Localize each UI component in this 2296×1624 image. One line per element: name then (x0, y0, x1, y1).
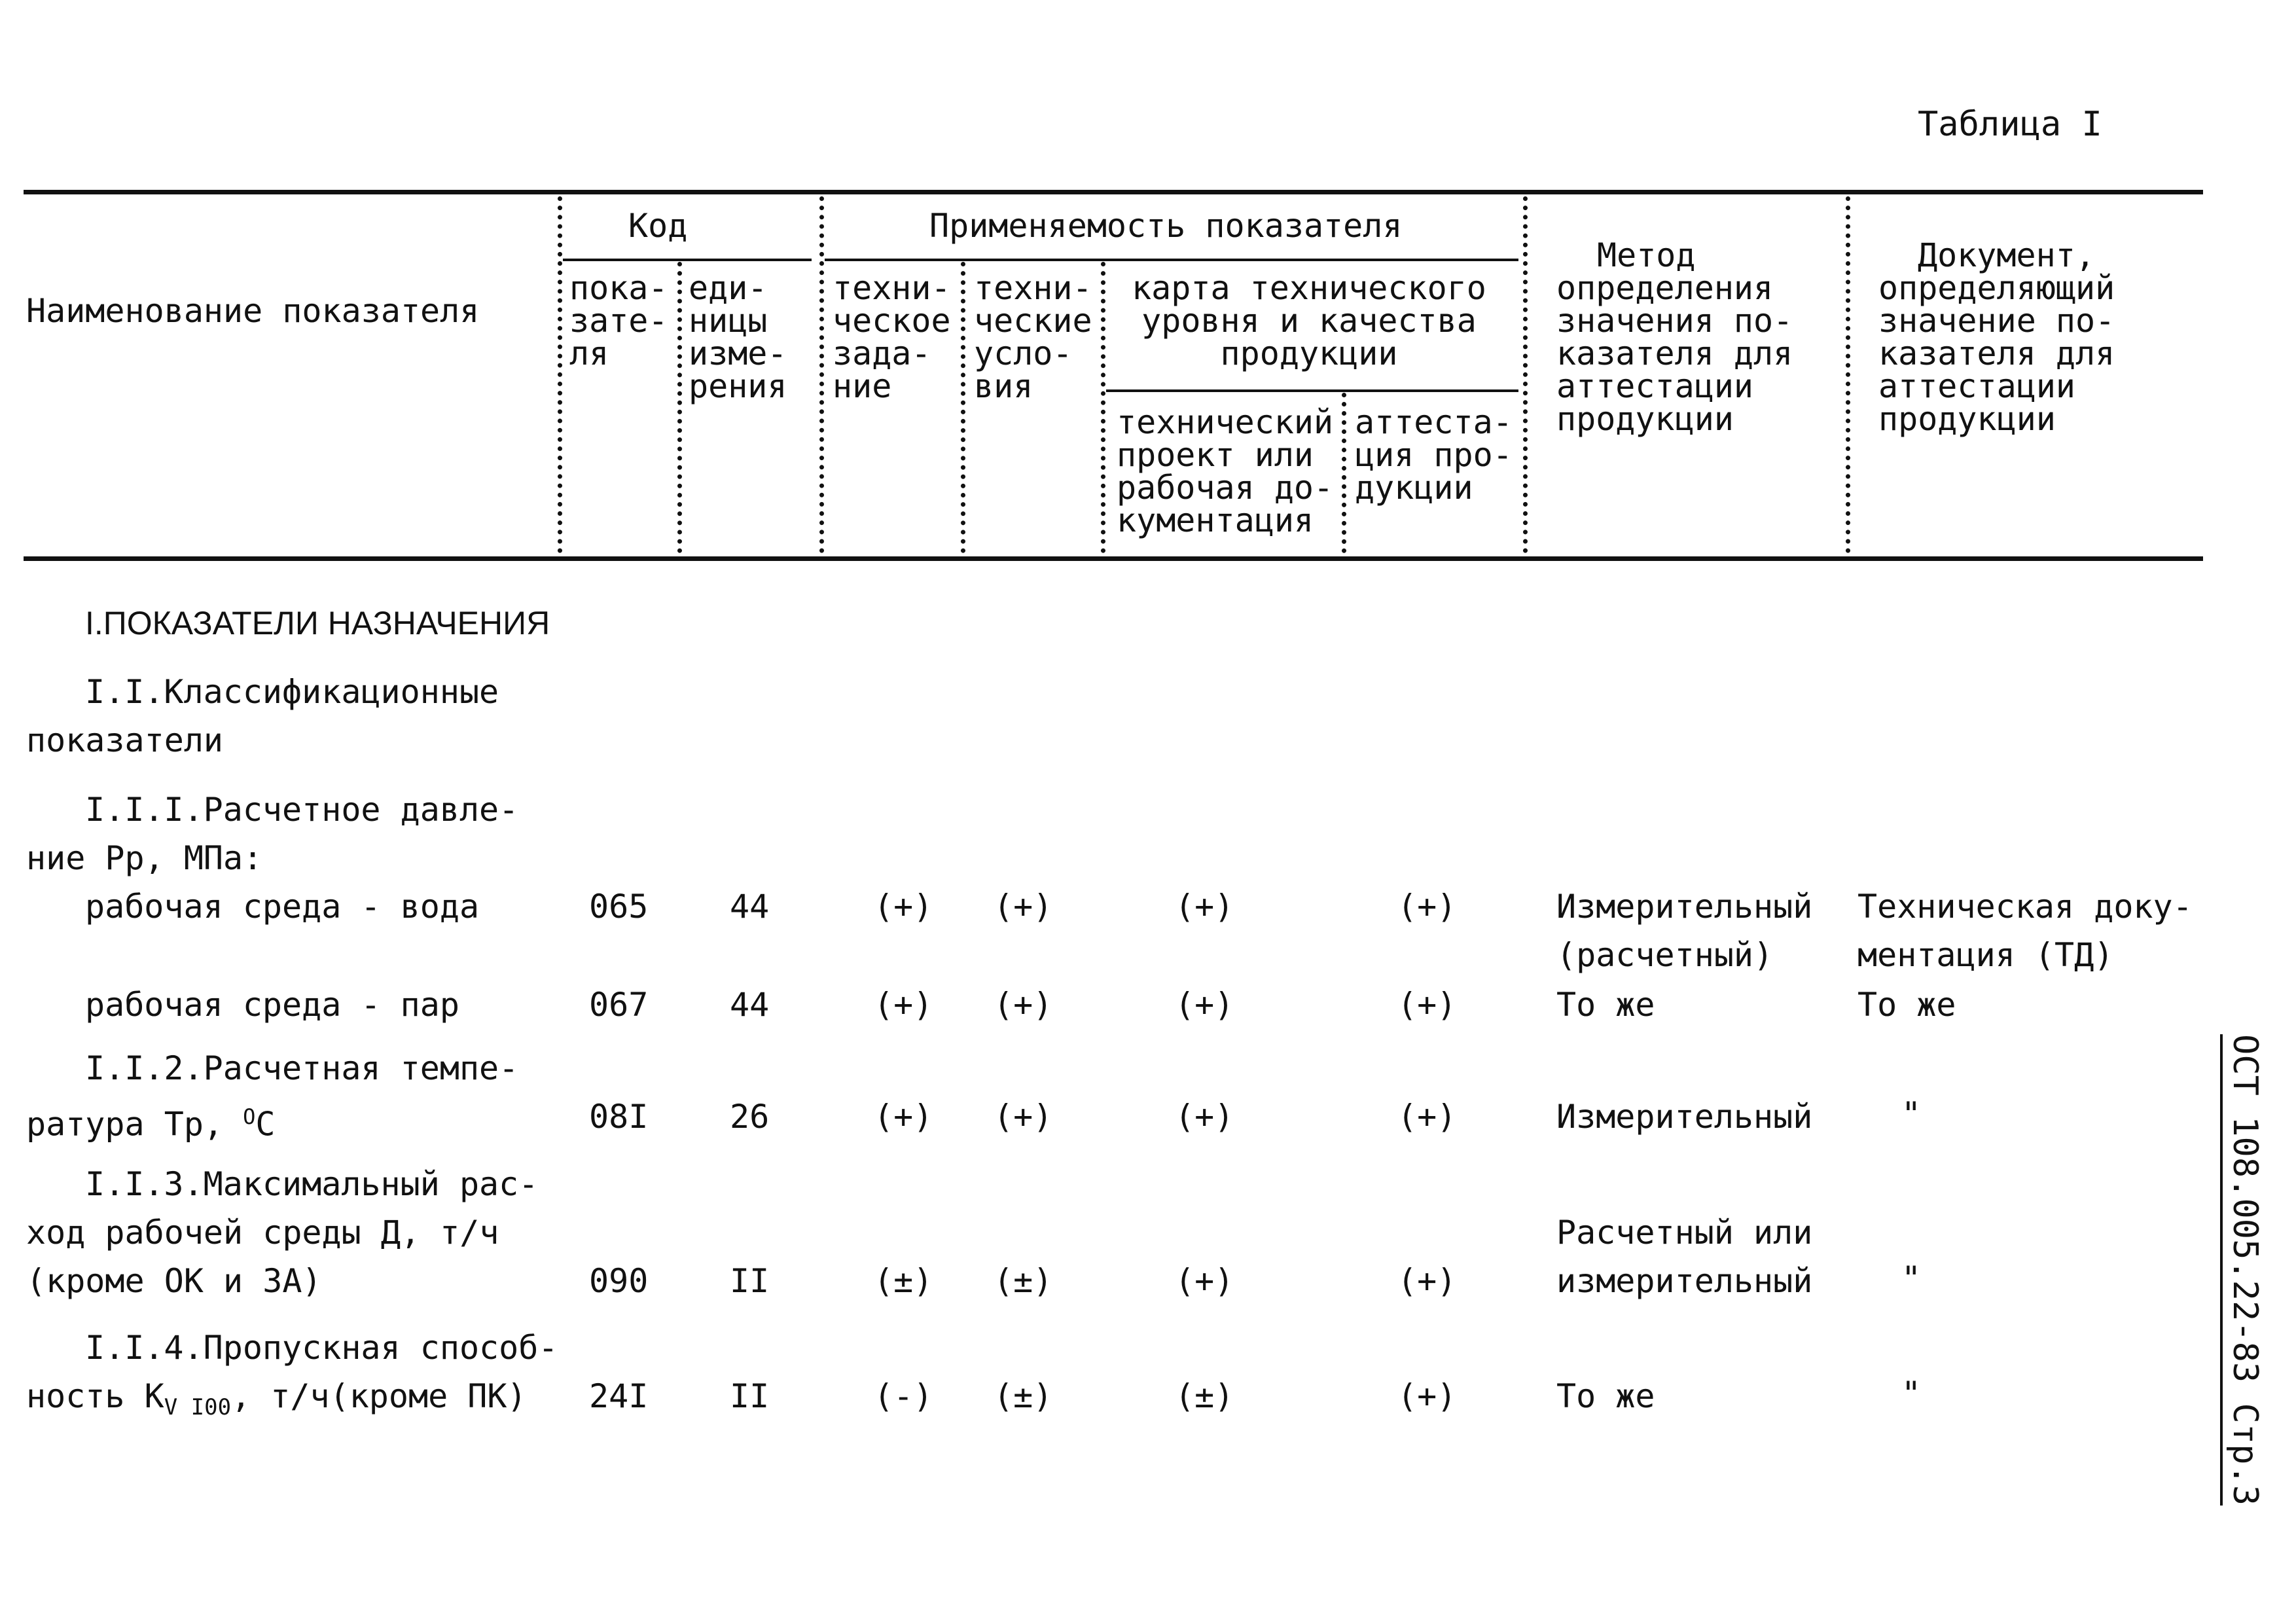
row-map-project: (±) (1175, 1377, 1234, 1415)
side-document-label: ОСТ 108.005.22-83 Стр.3 (2220, 1034, 2265, 1506)
row-tech-task: (+) (874, 888, 933, 926)
divider (677, 262, 682, 553)
map-subrule (1106, 389, 1518, 392)
row-name: рабочая среда - вода (85, 888, 480, 926)
table-header-bottom-rule (24, 556, 2203, 561)
row-indicator-code: 090 (589, 1262, 649, 1300)
row-unit-code: II (730, 1377, 770, 1415)
row-tech-conditions: (+) (994, 1098, 1053, 1136)
divider (961, 262, 965, 553)
row-method: Измерительный (расчетный) (1556, 888, 1813, 974)
header-tech-task: техни- ческое зада- ние (833, 269, 951, 405)
header-applicability: Применяемость показателя (929, 207, 1403, 245)
row-map-attest: (+) (1397, 1098, 1457, 1136)
row-indicator-code: 067 (589, 986, 649, 1024)
header-tech-conditions: техни- ческие усло- вия (974, 269, 1092, 405)
header-document: Документ, определяющий значение по- казателя для аттестации продукции (1878, 236, 2115, 438)
row-document: То же (1857, 986, 1956, 1024)
row-map-project: (+) (1175, 888, 1234, 926)
divider (1101, 262, 1105, 553)
section-heading: I.ПОКАЗАТЕЛИ НАЗНАЧЕНИЯ (85, 605, 550, 641)
row-tech-conditions: (+) (994, 888, 1053, 926)
header-code-indicator: пока- зате- ля (569, 269, 668, 372)
header-map-project: технический проект или рабочая до- кументация (1117, 403, 1334, 539)
row-name: I.I.2.Расчетная темпе- ратура Тр, $^О$С (26, 1049, 519, 1144)
code-subrule (563, 259, 812, 261)
subsection-heading: I.I.I.Расчетное давле- ние Рр, МПа: (26, 791, 519, 877)
row-method: То же (1556, 1377, 1655, 1415)
divider (819, 196, 824, 553)
row-tech-conditions: (±) (994, 1377, 1053, 1415)
row-method: То же (1556, 986, 1655, 1024)
table-top-rule (24, 190, 2203, 194)
row-map-attest: (+) (1397, 1377, 1457, 1415)
applicability-subrule (825, 259, 1518, 261)
row-indicator-code: 08I (589, 1098, 649, 1136)
row-document: " (1901, 1095, 1922, 1133)
divider (558, 196, 562, 553)
row-tech-task: (-) (874, 1377, 933, 1415)
row-name: I.I.4.Пропускная способ- ность $К_{V I00}$, т/ч(кроме ПК) (26, 1329, 558, 1420)
header-code-unit: еди- ницы изме- рения (689, 269, 787, 405)
row-tech-task: (+) (874, 1098, 933, 1136)
header-code: Код (628, 207, 688, 245)
row-document: " (1901, 1259, 1922, 1297)
row-indicator-code: 065 (589, 888, 649, 926)
row-tech-task: (+) (874, 986, 933, 1024)
table-caption: Таблица I (1918, 105, 2102, 144)
row-tech-conditions: (+) (994, 986, 1053, 1024)
header-name: Наименование показателя (26, 292, 480, 330)
row-indicator-code: 24I (589, 1377, 649, 1415)
row-map-attest: (+) (1397, 888, 1457, 926)
row-name: рабочая среда - пар (85, 986, 459, 1024)
row-unit-code: II (730, 1262, 770, 1300)
header-map-attest: аттеста- ция про- дукции (1355, 403, 1513, 507)
row-name: I.I.3.Максимальный рас- ход рабочей среды Д, т/ч (кроме ОК и ЗА) (26, 1165, 539, 1300)
divider (1342, 393, 1346, 553)
header-map: карта технического уровня и качества продукции (1132, 269, 1486, 372)
row-unit-code: 26 (730, 1098, 770, 1136)
row-map-project: (+) (1175, 1262, 1234, 1300)
row-map-attest: (+) (1397, 986, 1457, 1024)
subsection-heading: I.I.Классификационные показатели (26, 673, 499, 759)
divider (1846, 196, 1850, 553)
divider (1523, 196, 1528, 553)
row-map-attest: (+) (1397, 1262, 1457, 1300)
row-unit-code: 44 (730, 986, 770, 1024)
row-map-project: (+) (1175, 986, 1234, 1024)
row-method: Измерительный (1556, 1098, 1813, 1136)
row-tech-conditions: (±) (994, 1262, 1053, 1300)
row-document: " (1901, 1375, 1922, 1413)
row-unit-code: 44 (730, 888, 770, 926)
row-document: Техническая доку- ментация (ТД) (1857, 888, 2193, 974)
row-tech-task: (±) (874, 1262, 933, 1300)
header-method: Метод определения значения по- казателя для аттестации продукции (1556, 236, 1793, 438)
row-method: Расчетный или измерительный (1556, 1214, 1813, 1300)
row-map-project: (+) (1175, 1098, 1234, 1136)
